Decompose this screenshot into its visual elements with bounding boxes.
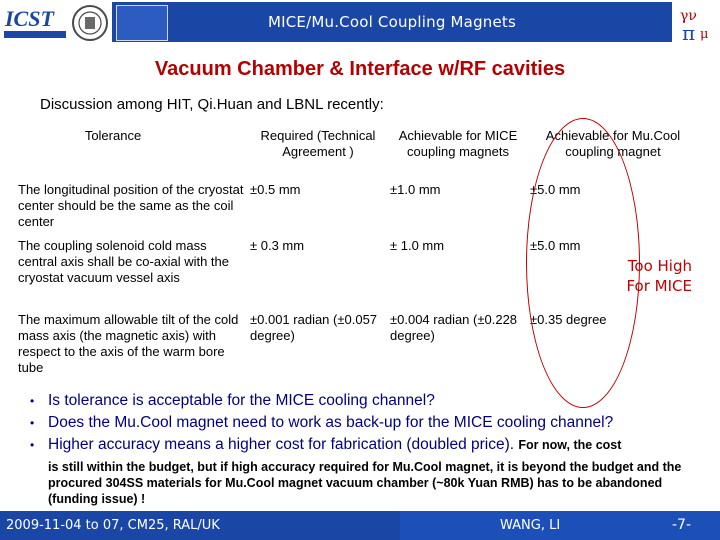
footer-date: 2009-11-04 to 07, CM25, RAL/UK	[6, 518, 220, 533]
required-cell: ±0.5 mm	[250, 182, 301, 197]
question-list	[30, 390, 700, 456]
bullet-icon: •	[30, 438, 35, 452]
bullet-text: Higher accuracy means a higher cost for fabrication (doubled price).	[48, 436, 515, 453]
note-start: For now, the cost	[518, 438, 622, 452]
list-item	[30, 412, 700, 434]
too-high-callout	[606, 256, 692, 296]
mucool-cell: ±5.0 mm	[530, 238, 581, 253]
column-header: Tolerance	[84, 128, 142, 143]
bullet-icon: •	[30, 416, 35, 430]
svg-text:π: π	[682, 21, 696, 44]
tolerance-cell: The longitudinal position of the cryostat center should be the same as the coil center	[18, 182, 244, 229]
mucool-cell: ±0.35 degree	[530, 312, 607, 327]
bullet-icon: •	[30, 394, 35, 408]
intro-text: Discussion among HIT, Qi.Huan and LBNL recently:	[40, 96, 384, 113]
column-header: Achievable for Mu.Cool coupling magnet	[545, 128, 681, 159]
required-cell: ± 0.3 mm	[250, 238, 305, 253]
svg-text:ICST: ICST	[5, 6, 54, 31]
bullet-text: Does the Mu.Cool magnet need to work as back-up for the MICE cooling channel?	[48, 414, 614, 431]
header-title: MICE/Mu.Cool Coupling Magnets	[267, 13, 517, 31]
mice-cell: ±1.0 mm	[390, 182, 441, 197]
slide-header	[0, 0, 720, 46]
column-header: Required (Technical Agreement )	[260, 128, 376, 159]
svg-text:μ: μ	[700, 27, 709, 42]
tolerance-cell: The maximum allowable tilt of the cold mass axis (the magnetic axis) with respect to the axis of the warm bore tube	[18, 312, 239, 375]
footer-author: WANG, LI	[500, 518, 561, 533]
column-header: Achievable for MICE coupling magnets	[398, 128, 518, 159]
mice-cell: ± 1.0 mm	[390, 238, 445, 253]
icst-logo-icon	[2, 4, 68, 40]
callout-line: For MICE	[626, 277, 692, 295]
muon-pi-logo-icon	[676, 2, 718, 44]
page-number: -7-	[672, 517, 692, 533]
mucool-cell: ±5.0 mm	[530, 182, 581, 197]
required-cell: ±0.001 radian (±0.057 degree)	[250, 312, 378, 343]
callout-line: Too High	[627, 257, 692, 275]
slide-title: Vacuum Chamber & Interface w/RF cavities	[154, 58, 566, 80]
university-seal-icon	[70, 4, 110, 42]
tolerance-cell: The coupling solenoid cold mass central axis shall be co-axial with the cryostat vacuum vessel axis	[18, 238, 229, 285]
bullet-text: Is tolerance is acceptable for the MICE cooling channel?	[48, 392, 435, 409]
list-item	[30, 390, 700, 412]
mice-cell: ±0.004 radian (±0.228 degree)	[390, 312, 518, 343]
budget-note: is still within the budget, but if high accuracy required for Mu.Cool magnet, it is beyond the budget and the procured 304SS materials for Mu.Cool magnet vacuum chamber (~80k Yuan RMB) has to be abandoned (funding issue) !	[48, 460, 682, 506]
list-item	[30, 434, 700, 456]
svg-text:γν: γν	[680, 8, 697, 24]
